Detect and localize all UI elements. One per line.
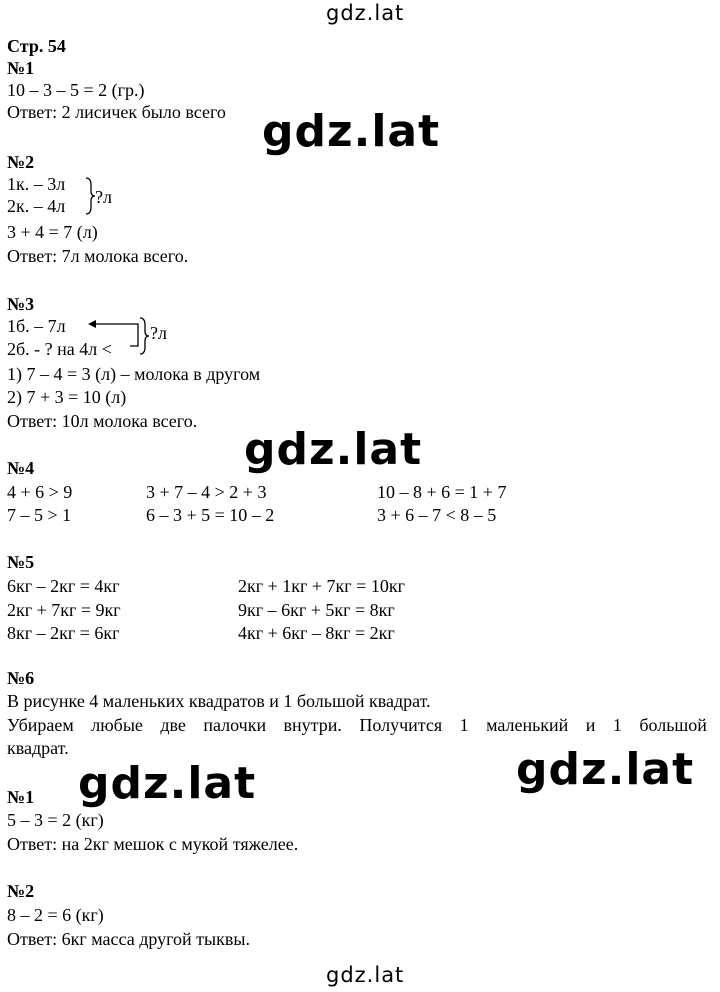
task5-cell: 8кг – 2кг = 6кг	[7, 623, 120, 643]
word: 1	[459, 715, 469, 735]
task4-cell: 6 – 3 + 5 = 10 – 2	[146, 505, 275, 525]
task2-line: 3 + 4 = 7 (л)	[7, 222, 98, 242]
task4-number: №4	[7, 458, 35, 478]
task5-number: №5	[7, 552, 35, 572]
task2-line: 1к. – 3л	[7, 174, 66, 194]
task4-cell: 10 – 8 + 6 = 1 + 7	[377, 482, 507, 502]
task2-answer: Ответ: 7л молока всего.	[7, 246, 189, 266]
watermark-top: gdz.lat	[326, 1, 405, 25]
task3-line: 2) 7 + 3 = 10 (л)	[7, 387, 127, 407]
task3-line: 1б. – 7л	[7, 316, 66, 336]
task5-cell: 2кг + 1кг + 7кг = 10кг	[238, 576, 405, 596]
task3-answer: Ответ: 10л молока всего.	[7, 411, 198, 431]
task3-brace-label: ?л	[150, 323, 167, 343]
word: любые	[91, 715, 143, 735]
task3-line: 1) 7 – 4 = 3 (л) – молока в другом	[7, 364, 261, 384]
watermark-3: gdz.lat	[78, 758, 257, 809]
word: Получится	[359, 715, 443, 735]
word: внутри.	[283, 715, 342, 735]
task2-number: №2	[7, 152, 35, 172]
word: палочки	[203, 715, 267, 735]
task2-line: 2к. – 4л	[7, 196, 66, 216]
task3-line: 2б. - ? на 4л <	[7, 339, 112, 359]
task6-line: В рисунке 4 маленьких квадратов и 1 большой квадрат.	[7, 691, 431, 711]
task6-line: квадрат.	[7, 738, 69, 758]
p2-task1-answer: Ответ: на 2кг мешок с мукой тяжелее.	[7, 834, 299, 854]
task2-brace-label: ?л	[95, 187, 112, 207]
word: маленький	[486, 715, 569, 735]
page-header: Стр. 54	[7, 36, 66, 56]
word: большой	[639, 715, 707, 735]
task3-brace	[138, 316, 150, 356]
p2-task1-line: 5 – 3 = 2 (кг)	[7, 810, 104, 830]
task4-cell: 3 + 6 – 7 < 8 – 5	[377, 505, 497, 525]
p2-task2-line: 8 – 2 = 6 (кг)	[7, 905, 104, 925]
watermark-1: gdz.lat	[262, 106, 441, 157]
task1-number: №1	[7, 58, 35, 78]
task6-number: №6	[7, 668, 35, 688]
task4-cell: 3 + 7 – 4 > 2 + 3	[146, 482, 267, 502]
watermark-bottom: gdz.lat	[326, 963, 405, 987]
task5-cell: 9кг – 6кг + 5кг = 8кг	[238, 600, 395, 620]
p2-task2-number: №2	[7, 881, 35, 901]
word: 1	[612, 715, 622, 735]
word: и	[585, 715, 596, 735]
task1-answer: Ответ: 2 лисичек было всего	[7, 102, 226, 122]
task5-cell: 2кг + 7кг = 9кг	[7, 600, 121, 620]
task1-line: 10 – 3 – 5 = 2 (гр.)	[7, 80, 145, 100]
p2-task1-number: №1	[7, 787, 35, 807]
task6-line-justified	[7, 714, 707, 736]
p2-task2-answer: Ответ: 6кг масса другой тыквы.	[7, 929, 250, 949]
word: две	[160, 715, 186, 735]
task4-cell: 4 + 6 > 9	[7, 482, 73, 502]
task5-cell: 4кг + 6кг – 8кг = 2кг	[238, 623, 395, 643]
watermark-4: gdz.lat	[516, 744, 695, 795]
watermark-2: gdz.lat	[244, 424, 423, 475]
word: Убираем	[7, 715, 74, 735]
task5-cell: 6кг – 2кг = 4кг	[7, 576, 120, 596]
task4-cell: 7 – 5 > 1	[7, 505, 72, 525]
task3-number: №3	[7, 294, 35, 314]
